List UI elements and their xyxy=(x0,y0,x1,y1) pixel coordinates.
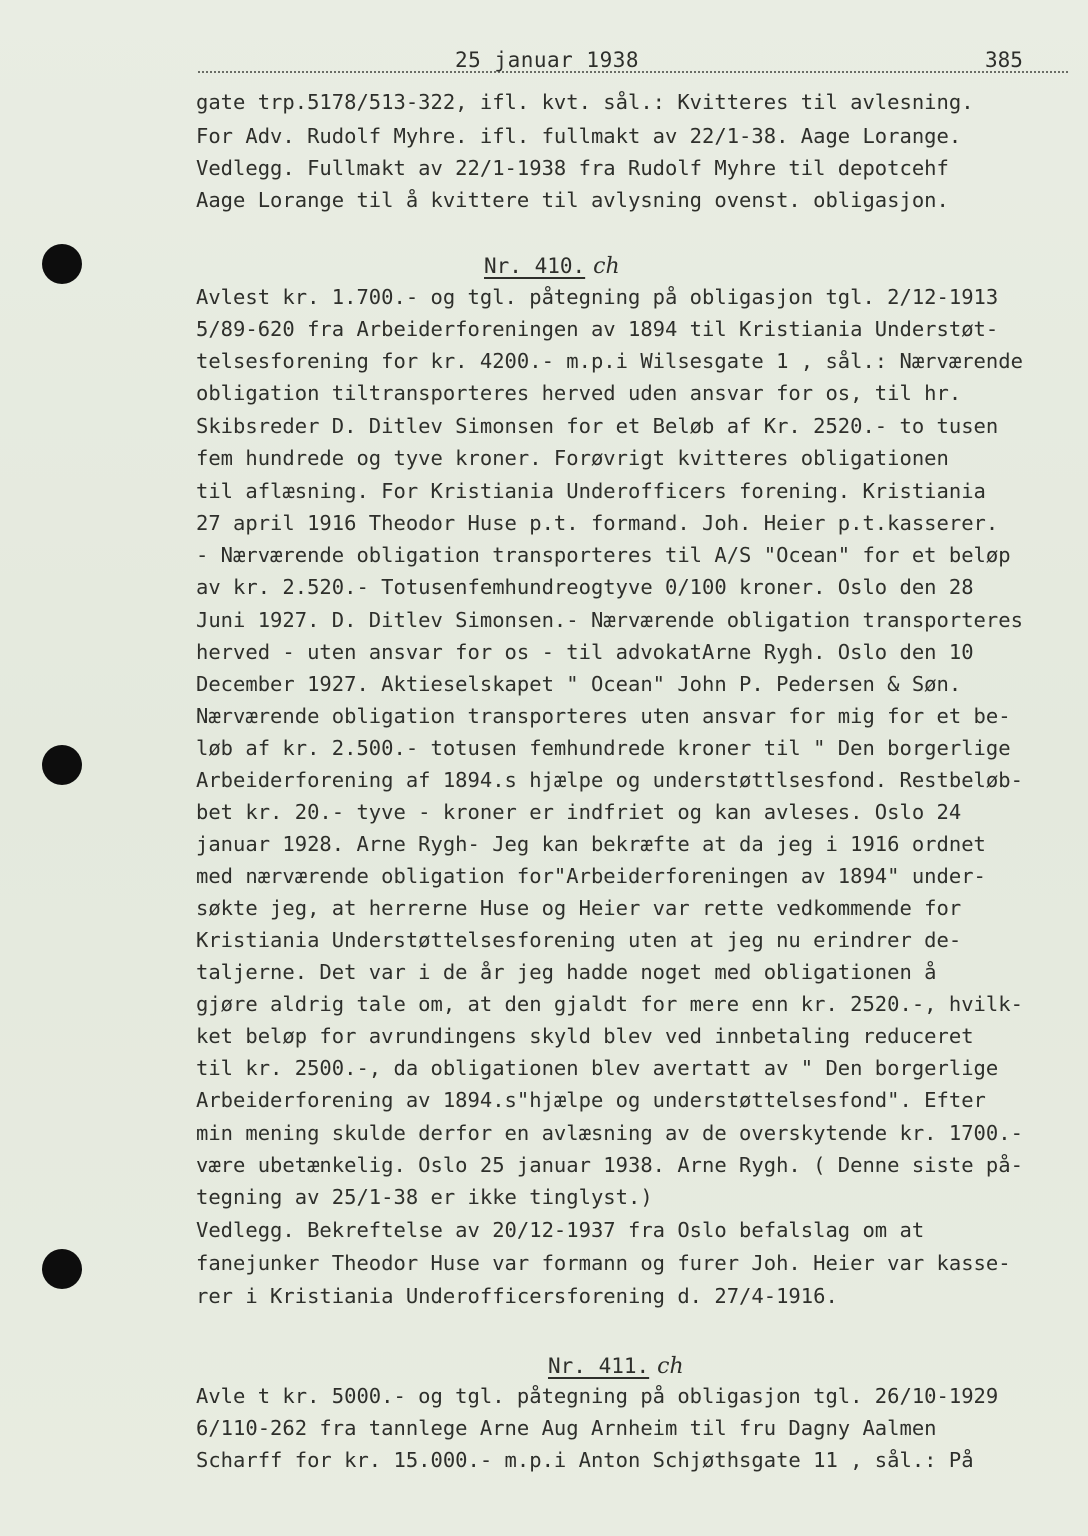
entry-411-line: Scharff for kr. 15.000.- m.p.i Anton Schjøthsgate 11 , sål.: På xyxy=(196,1448,974,1472)
entry-number-411: Nr. 411. xyxy=(548,1354,650,1378)
entry-410-line: - Nærværende obligation transporteres til A/S "Ocean" for et beløp xyxy=(196,543,1011,567)
entry-410-line: januar 1928. Arne Rygh- Jeg kan bekræfte at da jeg i 1916 ordnet xyxy=(196,832,986,856)
entry-410-line: søkte jeg, at herrerne Huse og Heier var rette vedkommende for xyxy=(196,896,962,920)
entry-heading-411 xyxy=(548,1354,684,1379)
entry-410-line: December 1927. Aktieselskapet " Ocean" John P. Pedersen & Søn. xyxy=(196,672,962,696)
entry-410-line: 5/89-620 fra Arbeiderforeningen av 1894 til Kristiania Understøt- xyxy=(196,317,999,341)
header-date: 25 januar 1938 xyxy=(455,48,640,72)
entry-410-line: Nærværende obligation transporteres uten ansvar for mig for et be- xyxy=(196,704,1011,728)
entry-410-line: 27 april 1916 Theodor Huse p.t. formand. Joh. Heier p.t.kasserer. xyxy=(196,511,999,535)
entry-410-line: gjøre aldrig tale om, at den gjaldt for mere enn kr. 2520.-, hvilk- xyxy=(196,992,1023,1016)
entry-410-line: Skibsreder D. Ditlev Simonsen for et Beløb af Kr. 2520.- to tusen xyxy=(196,414,999,438)
entry-410-line: min mening skulde derfor en avlæsning av de overskytende kr. 1700.- xyxy=(196,1121,1023,1145)
entry-410-line: Kristiania Understøttelsesforening uten at jeg nu erindrer de- xyxy=(196,928,962,952)
entry-410-line: løb af kr. 2.500.- totusen femhundrede kroner til " Den borgerlige xyxy=(196,736,1011,760)
continuation-line: Aage Lorange til å kvittere til avlysning ovenst. obligasjon. xyxy=(196,188,949,212)
entry-410-line: fem hundrede og tyve kroner. Forøvrigt kvitteres obligationen xyxy=(196,446,949,470)
continuation-line: Vedlegg. Fullmakt av 22/1-1938 fra Rudolf Myhre til depotcehf xyxy=(196,156,949,180)
entry-410-line: tegning av 25/1-38 er ikke tinglyst.) xyxy=(196,1185,653,1209)
entry-410-line: telsesforening for kr. 4200.- m.p.i Wilsesgate 1 , sål.: Nærværende xyxy=(196,349,1023,373)
entry-410-line: være ubetænkelig. Oslo 25 januar 1938. Arne Rygh. ( Denne siste på- xyxy=(196,1153,1023,1177)
entry-number-410: Nr. 410. xyxy=(484,254,586,278)
entry-410-line: Arbeiderforening af 1894.s hjælpe og understøttlsesfond. Restbeløb- xyxy=(196,768,1023,792)
punch-hole xyxy=(42,244,82,284)
entry-410-line: ket beløp for avrundingens skyld blev ved innbetaling reduceret xyxy=(196,1024,974,1048)
entry-410-line: bet kr. 20.- tyve - kroner er indfriet og kan avleses. Oslo 24 xyxy=(196,800,962,824)
entry-411-line: Avle t kr. 5000.- og tgl. påtegning på obligasjon tgl. 26/10-1929 xyxy=(196,1384,999,1408)
entry-410-line: Vedlegg. Bekreftelse av 20/12-1937 fra Oslo befalslag om at xyxy=(196,1218,925,1242)
page-number: 385 xyxy=(985,48,1023,72)
clerk-initials: ch xyxy=(657,1354,684,1379)
entry-410-line: fanejunker Theodor Huse var formann og furer Joh. Heier var kasse- xyxy=(196,1251,1011,1275)
entry-410-line: av kr. 2.520.- Totusenfemhundreogtyve 0/100 kroner. Oslo den 28 xyxy=(196,575,974,599)
continuation-line: For Adv. Rudolf Myhre. ifl. fullmakt av 22/1-38. Aage Lorange. xyxy=(196,124,962,148)
entry-410-line: obligation tiltransporteres herved uden ansvar for os, til hr. xyxy=(196,381,962,405)
entry-heading-410 xyxy=(484,254,620,279)
clerk-initials: ch xyxy=(593,254,620,279)
punch-hole xyxy=(42,745,82,785)
entry-410-line: til kr. 2500.-, da obligationen blev avertatt av " Den borgerlige xyxy=(196,1056,999,1080)
entry-410-line: til aflæsning. For Kristiania Underofficers forening. Kristiania xyxy=(196,479,986,503)
entry-410-line: Juni 1927. D. Ditlev Simonsen.- Nærværende obligation transporteres xyxy=(196,608,1023,632)
entry-410-line: taljerne. Det var i de år jeg hadde noget med obligationen å xyxy=(196,960,937,984)
entry-410-line: Avlest kr. 1.700.- og tgl. påtegning på obligasjon tgl. 2/12-1913 xyxy=(196,285,999,309)
punch-hole xyxy=(42,1249,82,1289)
entry-410-line: herved - uten ansvar for os - til advokatArne Rygh. Oslo den 10 xyxy=(196,640,974,664)
entry-410-line: rer i Kristiania Underofficersforening d. 27/4-1916. xyxy=(196,1284,838,1308)
entry-410-line: Arbeiderforening av 1894.s"hjælpe og understøttelsesfond". Efter xyxy=(196,1088,986,1112)
continuation-line: gate trp.5178/513-322, ifl. kvt. sål.: Kvitteres til avlesning. xyxy=(196,90,974,114)
entry-410-line: med nærværende obligation for"Arbeiderforeningen av 1894" under- xyxy=(196,864,986,888)
entry-411-line: 6/110-262 fra tannlege Arne Aug Arnheim til fru Dagny Aalmen xyxy=(196,1416,937,1440)
